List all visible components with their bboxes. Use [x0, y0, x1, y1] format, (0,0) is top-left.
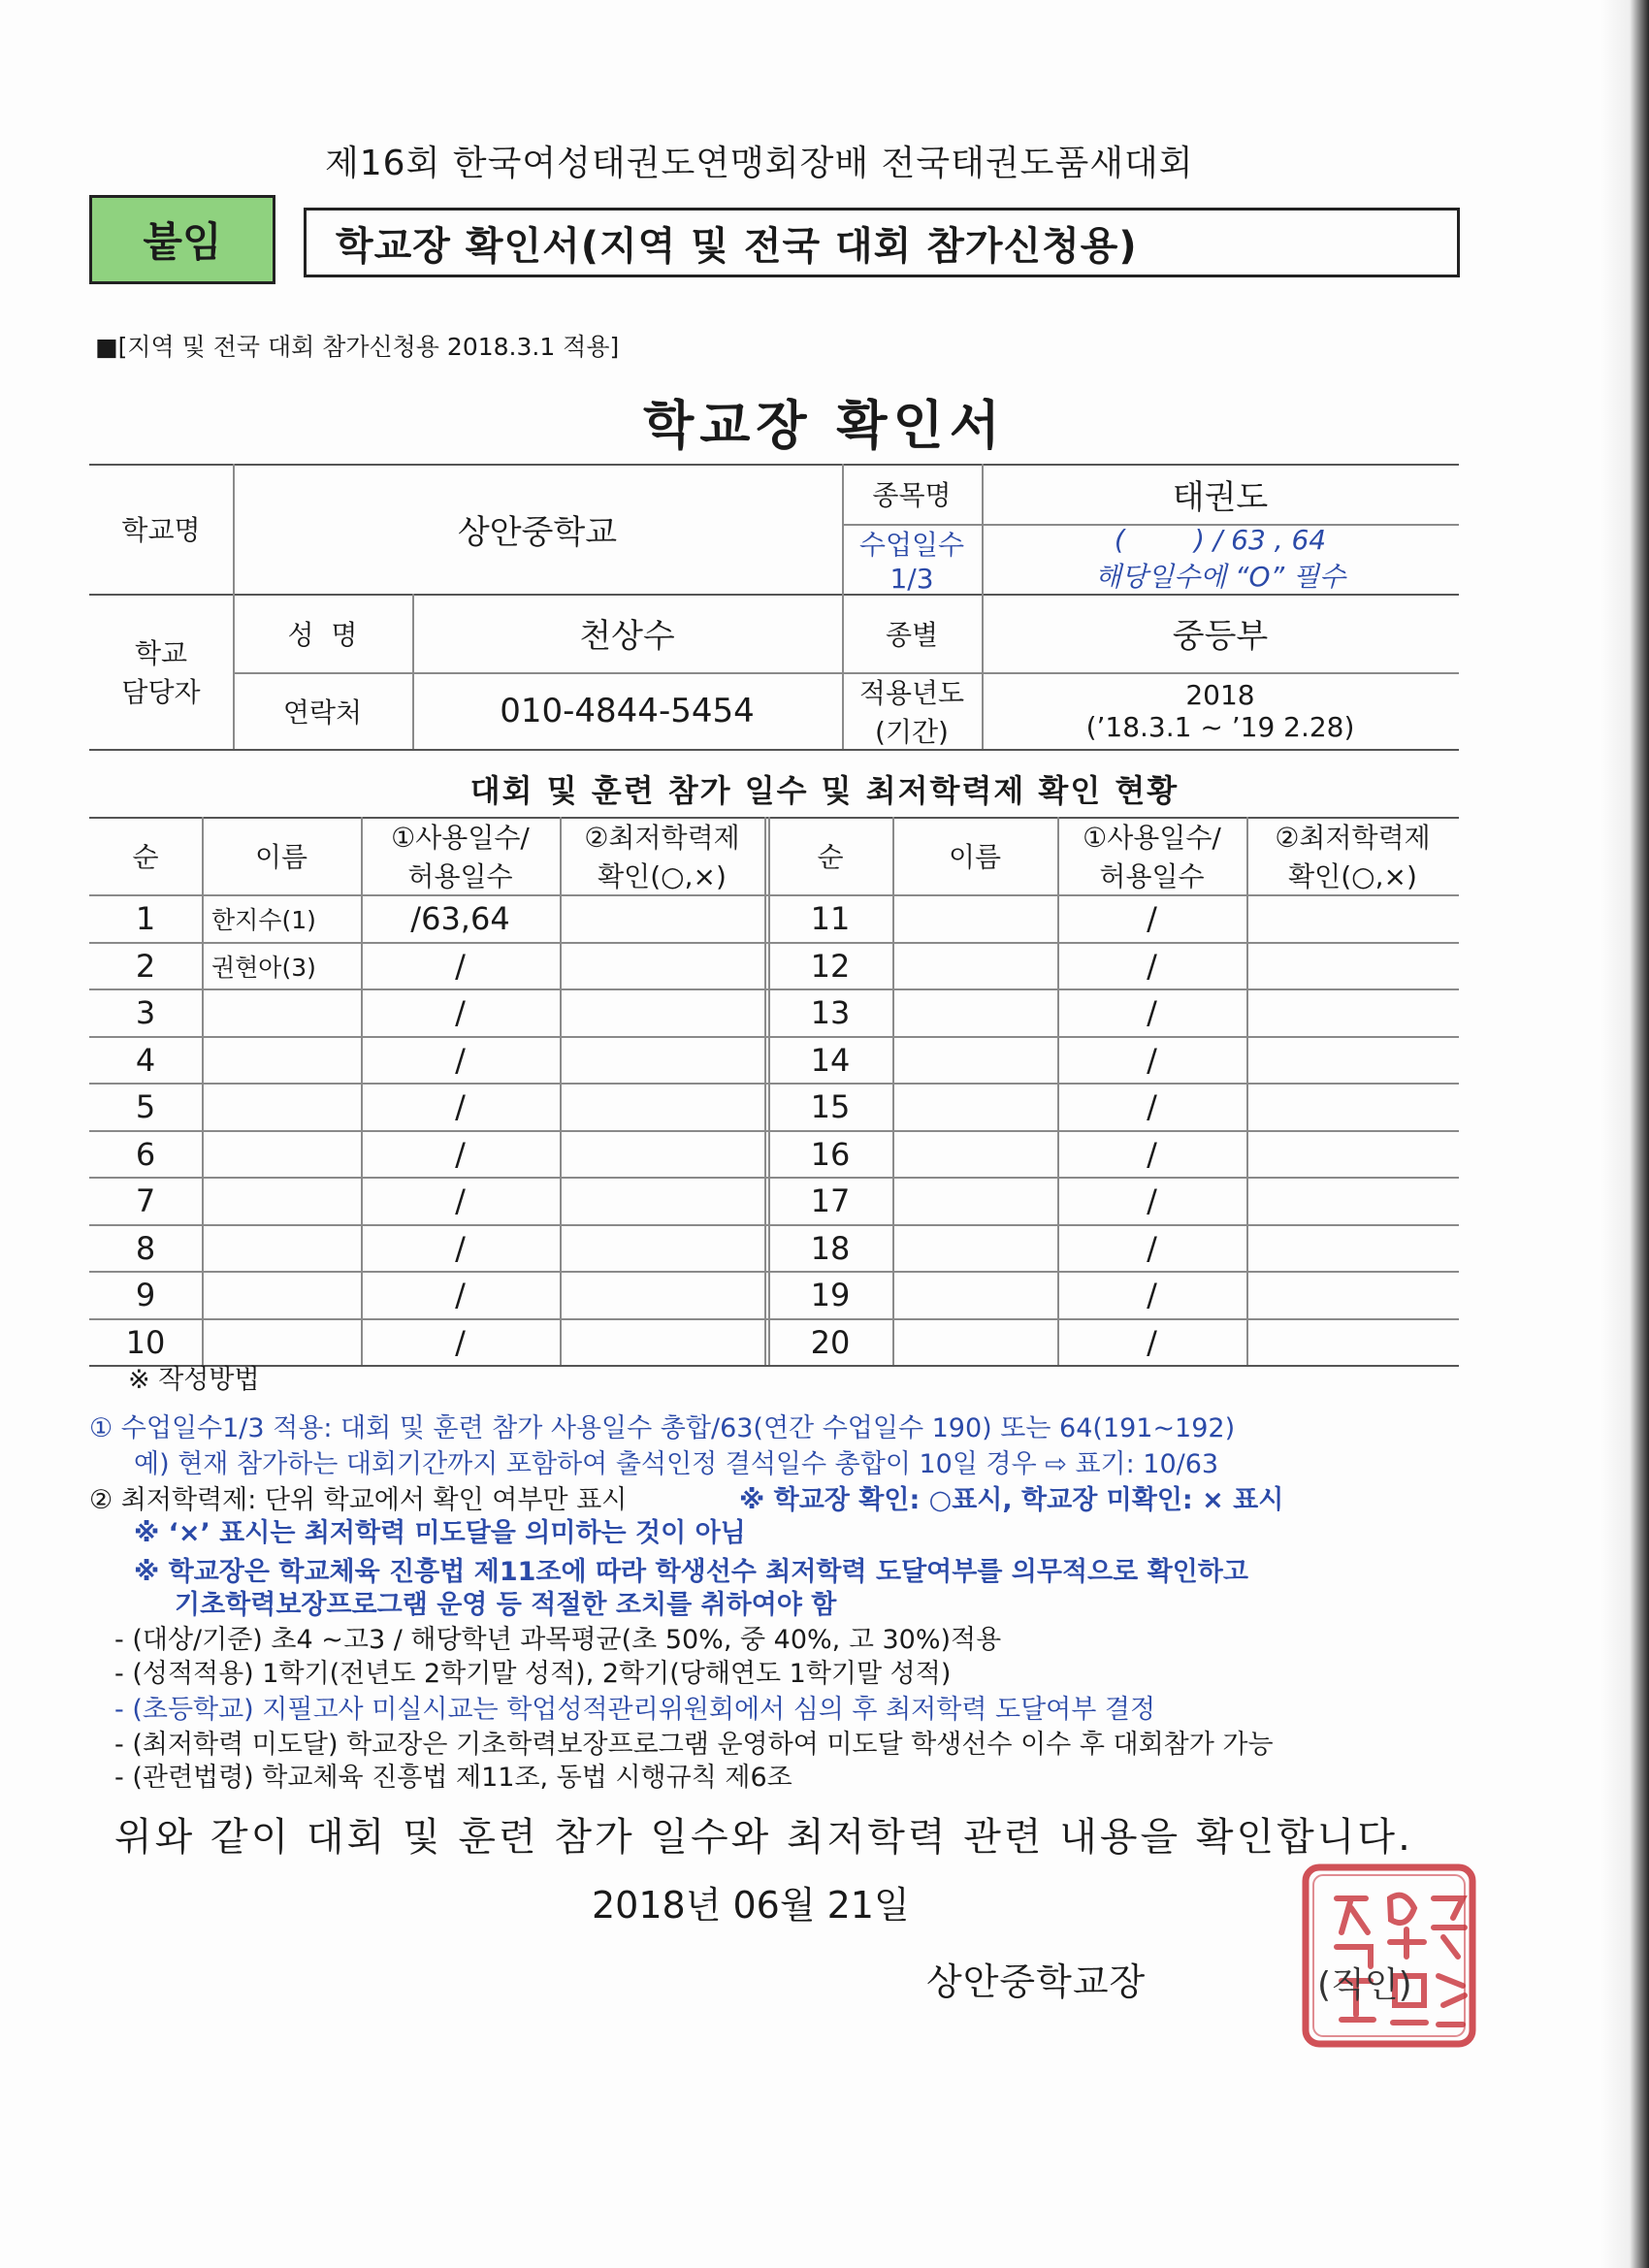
- note-8: - (최저학력 미도달) 학교장은 기초학력보장프로그램 운영하여 미도달 학생선수 이수 후 대회참가 가능: [114, 1730, 1274, 1760]
- row-num-left: 10: [125, 1323, 166, 1361]
- row-num-left: 5: [135, 1087, 156, 1125]
- note-7: - (초등학교) 지필고사 미실시교는 학업성적관리위원회에서 심의 후 최저학력 도달여부 결정: [114, 1695, 1156, 1725]
- row-days-left: /: [455, 993, 466, 1031]
- class-days-value: [982, 524, 1459, 594]
- class-days-label-line1: 수업일수: [858, 528, 965, 561]
- form-subnote: ■[지역 및 전국 대회 참가신청용 2018.3.1 적용]: [95, 333, 620, 361]
- year-label-line2: (기간): [875, 715, 949, 748]
- contact-label: 연락처: [282, 696, 363, 729]
- attachment-badge: 붙임: [89, 195, 275, 284]
- row-name-left: [202, 1271, 361, 1318]
- row-days-right: /: [1147, 1276, 1157, 1313]
- row-num-left: 2: [135, 947, 156, 985]
- row-name-left: [202, 1083, 361, 1130]
- row-days-right: /: [1147, 1323, 1157, 1361]
- row-num-right: 20: [810, 1323, 851, 1361]
- row-num-left: 9: [135, 1276, 156, 1313]
- header-check-left: [560, 817, 764, 894]
- note-6: - (성적적용) 1학기(전년도 2학기말 성적), 2학기(당해연도 1학기말 성적): [114, 1659, 952, 1689]
- row-check-right: [1246, 1271, 1459, 1318]
- row-name-right: [892, 1177, 1057, 1224]
- notes-heading: ※ 작성방법: [128, 1365, 260, 1395]
- school-value: 상안중학교: [457, 512, 618, 552]
- row-check-left: [560, 1177, 764, 1224]
- note-9: - (관련법령) 학교체육 진흥법 제11조, 동법 시행규칙 제6조: [114, 1763, 792, 1793]
- header-check-left-line1: ②최저학력제: [584, 822, 740, 854]
- header-check-right-line2: 확인(○,×): [1288, 860, 1417, 892]
- row-num-right: 14: [810, 1041, 851, 1079]
- name-value: 천상수: [579, 617, 675, 656]
- row-name-right: [892, 1083, 1057, 1130]
- header-check-left-line2: 확인(○,×): [598, 860, 727, 892]
- row-name-right: [892, 942, 1057, 989]
- row-days-right: /: [1147, 1087, 1157, 1125]
- note-2b: ※ 학교장 확인: ○표시, 학교장 미확인: × 표시: [739, 1485, 1284, 1515]
- note-1a: ① 수업일수1/3 적용: 대회 및 훈련 참가 사용일수 총합/63(연간 수업일수 190) 또는 64(191~192): [89, 1413, 1236, 1443]
- class-days-label-line2: 1/3: [889, 562, 934, 595]
- header-name-right: 이름: [948, 841, 1002, 873]
- year-label-line1: 적용년도: [858, 676, 965, 709]
- row-name-left: [202, 1177, 361, 1224]
- row-days-left: /63,64: [410, 899, 510, 937]
- row-days-left: /: [455, 1135, 466, 1173]
- row-name-left: 한지수(1): [211, 905, 316, 934]
- row-days-left: /: [455, 1182, 466, 1219]
- event-value: 태권도: [1172, 477, 1269, 517]
- row-days-right: /: [1147, 1229, 1157, 1267]
- header-name-left: 이름: [254, 841, 308, 873]
- row-days-right: /: [1147, 899, 1157, 937]
- row-days-left: /: [455, 1276, 466, 1313]
- header-check-right-line1: ②최저학력제: [1275, 822, 1431, 854]
- note-4a: ※ 학교장은 학교체육 진흥법 제11조에 따라 학생선수 최저학력 도달여부를 의무적으로 확인하고: [134, 1557, 1248, 1587]
- class-days-value-line1: ( ) / 63 , 64: [1114, 523, 1327, 556]
- header-days-right: [1057, 817, 1246, 894]
- person-label-line2: 담당자: [121, 676, 201, 708]
- row-name-right: [892, 988, 1057, 1036]
- year-value-line1: 2018: [1185, 678, 1255, 711]
- row-check-left: [560, 1271, 764, 1318]
- school-label: 학교명: [121, 514, 201, 546]
- event-title: 제16회 한국여성태권도연맹회장배 전국태권도품새대회: [325, 144, 1194, 183]
- row-days-right: /: [1147, 947, 1157, 985]
- note-5: - (대상/기준) 초4 ~고3 / 해당학년 과목평균(초 50%, 중 40%, 고 30%)적용: [114, 1625, 1002, 1655]
- row-num-right: 19: [810, 1276, 851, 1313]
- row-name-right: [892, 894, 1057, 942]
- row-days-right: /: [1147, 993, 1157, 1031]
- row-days-right: /: [1147, 1041, 1157, 1079]
- class-days-label: [842, 524, 982, 594]
- note-4b: 기초학력보장프로그램 운영 등 적절한 조치를 취하여야 함: [175, 1590, 837, 1620]
- row-name-right: [892, 1224, 1057, 1272]
- header-num-left: 순: [132, 841, 159, 873]
- row-num-left: 8: [135, 1229, 156, 1267]
- row-check-right: [1246, 1224, 1459, 1272]
- row-name-right: [892, 1130, 1057, 1178]
- row-name-left: [202, 1130, 361, 1178]
- row-check-left: [560, 1083, 764, 1130]
- row-num-right: 12: [810, 947, 851, 985]
- form-header-title: 학교장 확인서(지역 및 전국 대회 참가신청용): [304, 208, 1460, 277]
- row-days-left: /: [455, 947, 466, 985]
- row-days-left: /: [455, 1041, 466, 1079]
- person-label: [89, 594, 233, 749]
- row-num-right: 18: [810, 1229, 851, 1267]
- header-days-left-line2: 허용일수: [407, 860, 513, 892]
- scan-edge: [1600, 0, 1649, 2268]
- row-check-left: [560, 988, 764, 1036]
- row-name-left: 권현아(3): [211, 953, 316, 982]
- year-value-line2: (’18.3.1 ~ ’19 2.28): [1085, 710, 1355, 743]
- row-check-left: [560, 1318, 764, 1366]
- note-3: ※ ‘×’ 표시는 최저학력 미도달을 의미하는 것이 아님: [134, 1518, 746, 1548]
- seal-label: (직인): [1317, 1965, 1412, 2005]
- person-label-line1: 학교: [134, 637, 188, 669]
- row-name-left: [202, 1036, 361, 1084]
- row-check-left: [560, 1224, 764, 1272]
- name-label: 성 명: [287, 618, 358, 651]
- confirmation-statement: 위와 같이 대회 및 훈련 참가 일수와 최저학력 관련 내용을 확인합니다.: [114, 1815, 1413, 1860]
- row-check-left: [560, 1130, 764, 1178]
- official-seal-stamp: [1298, 1860, 1480, 2052]
- row-name-right: [892, 1271, 1057, 1318]
- header-check-right: [1246, 817, 1459, 894]
- row-num-left: 7: [135, 1182, 156, 1219]
- category-label: 종별: [885, 618, 939, 651]
- row-name-right: [892, 1036, 1057, 1084]
- row-num-right: 17: [810, 1182, 851, 1219]
- header-days-left: [361, 817, 560, 894]
- note-2a: ② 최저학력제: 단위 학교에서 확인 여부만 표시: [89, 1485, 628, 1515]
- row-num-left: 1: [135, 899, 156, 937]
- row-check-right: [1246, 1083, 1459, 1130]
- row-num-left: 4: [135, 1041, 156, 1079]
- row-check-right: [1246, 1130, 1459, 1178]
- row-check-right: [1246, 942, 1459, 989]
- row-num-right: 15: [810, 1087, 851, 1125]
- row-check-right: [1246, 1036, 1459, 1084]
- issue-date: 2018년 06월 21일: [592, 1884, 910, 1927]
- row-check-left: [560, 894, 764, 942]
- row-check-right: [1246, 1318, 1459, 1366]
- row-name-right: [892, 1318, 1057, 1366]
- row-days-right: /: [1147, 1182, 1157, 1219]
- contact-value: 010-4844-5454: [500, 691, 755, 730]
- row-num-left: 3: [135, 993, 156, 1031]
- header-days-left-line1: ①사용일수/: [391, 822, 530, 854]
- note-1b: 예) 현재 참가하는 대회기간까지 포함하여 출석인정 결석일수 총합이 10일 경우 ⇨ 표기: 10/63: [134, 1449, 1219, 1479]
- category-value: 중등부: [1172, 617, 1269, 656]
- row-num-right: 11: [810, 899, 851, 937]
- row-check-right: [1246, 1177, 1459, 1224]
- row-name-left: [202, 1224, 361, 1272]
- document-title: 학교장 확인서: [643, 395, 1006, 456]
- header-days-right-line2: 허용일수: [1099, 860, 1205, 892]
- header-days-right-line1: ①사용일수/: [1083, 822, 1221, 854]
- principal-signature: 상안중학교장: [926, 1960, 1147, 2003]
- row-check-right: [1246, 894, 1459, 942]
- row-days-right: /: [1147, 1135, 1157, 1173]
- row-days-left: /: [455, 1087, 466, 1125]
- row-check-right: [1246, 988, 1459, 1036]
- row-days-left: /: [455, 1229, 466, 1267]
- row-days-left: /: [455, 1323, 466, 1361]
- year-label: [842, 672, 982, 749]
- row-num-right: 16: [810, 1135, 851, 1173]
- header-num-right: 순: [817, 841, 844, 873]
- year-value: [982, 672, 1459, 749]
- event-label: 종목명: [872, 479, 952, 511]
- row-num-right: 13: [810, 993, 851, 1031]
- class-days-value-line2: 해당일수에 “O” 필수: [1094, 560, 1346, 593]
- section-title: 대회 및 훈련 참가 일수 및 최저학력제 확인 현황: [469, 772, 1180, 809]
- row-check-left: [560, 942, 764, 989]
- row-num-left: 6: [135, 1135, 156, 1173]
- row-check-left: [560, 1036, 764, 1084]
- row-name-left: [202, 988, 361, 1036]
